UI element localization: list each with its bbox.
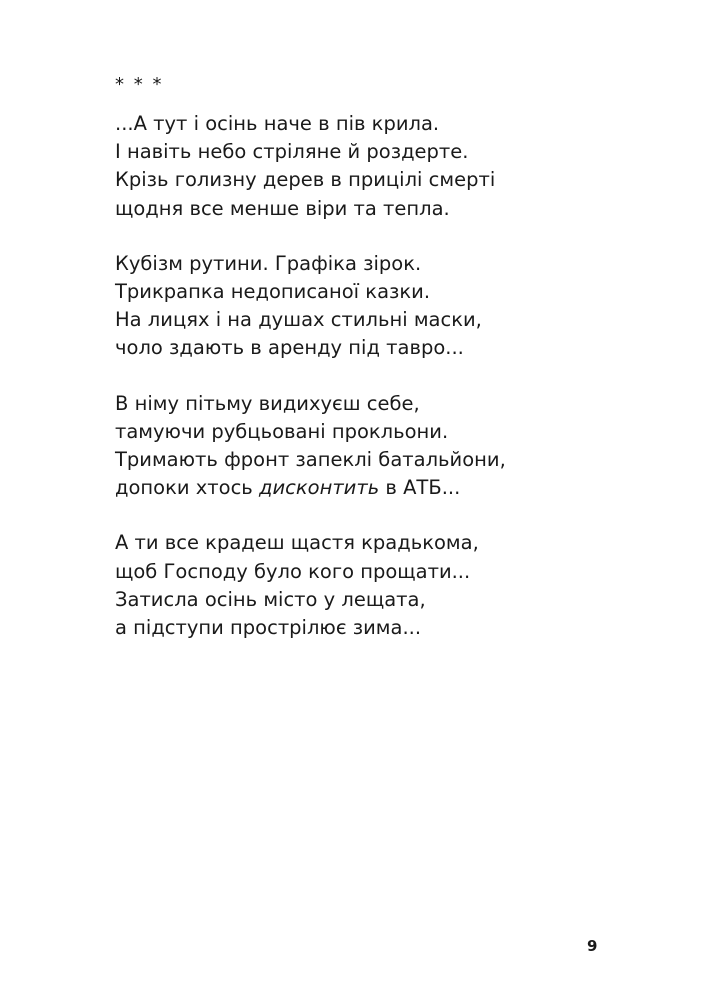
line-text-before: допоки хтось <box>115 476 259 500</box>
poem-line: Кубізм рутини. Графіка зірок. <box>115 251 422 275</box>
poem-line: Затисла осінь місто у лещата, <box>115 587 426 611</box>
stanza-4 <box>115 529 675 642</box>
page-number: 9 <box>587 937 598 955</box>
poem-line: ...А тут і осінь наче в пів крила. <box>115 112 440 135</box>
poem-line: чоло здають в аренду під тавро... <box>115 336 464 360</box>
poem-line: В німу пітьму видихуєш себе, <box>115 391 420 415</box>
stanza-3 <box>115 390 675 503</box>
poem-separator: * * * <box>115 74 164 95</box>
poem-line: На лицях і на душах стильні маски, <box>115 308 482 332</box>
stanza-1 <box>115 110 675 223</box>
line-text-after: в АТБ... <box>379 476 461 500</box>
poem <box>115 71 675 669</box>
poem-line: А ти все крадеш щастя крадькома, <box>115 531 479 555</box>
italic-word: дисконтить <box>258 476 380 500</box>
poem-line: щоб Господу було кого прощати... <box>115 559 471 583</box>
poem-line-with-italic <box>115 474 675 502</box>
poem-line: тамуючи рубцьовані прокльони. <box>115 419 449 443</box>
poem-line: а підступи прострілює зима... <box>115 616 422 640</box>
poem-line: І навіть небо стріляне й роздерте. <box>115 140 469 164</box>
poem-line: Крізь голизну дерев в прицілі смерті <box>115 168 496 192</box>
poem-line: щодня все менше віри та тепла. <box>115 196 450 220</box>
stanza-2 <box>115 250 675 363</box>
poem-line: Трикрапка недописаної казки. <box>115 280 431 304</box>
poem-line: Тримають фронт запеклі батальйони, <box>115 448 506 472</box>
